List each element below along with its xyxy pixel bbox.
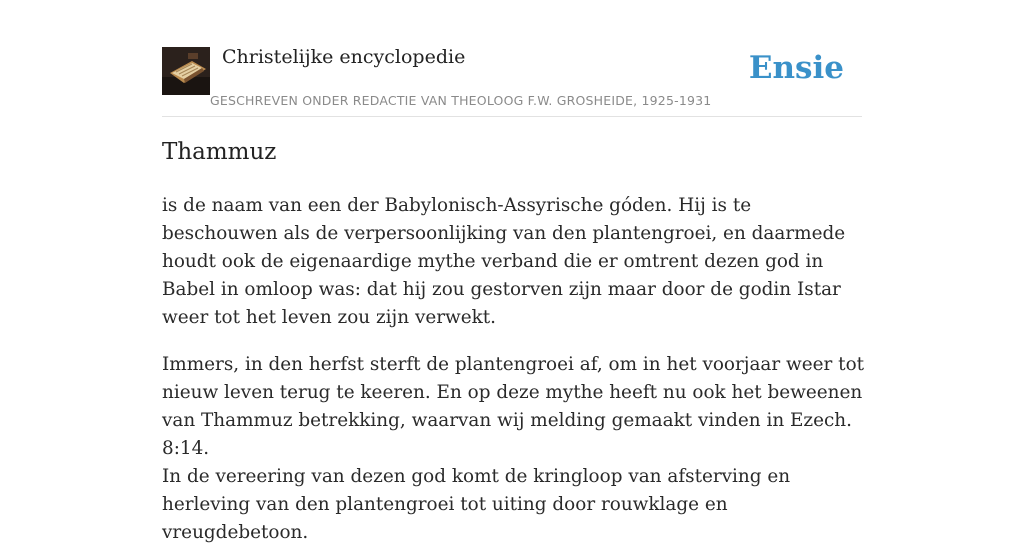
site-subtitle: GESCHREVEN ONDER REDACTIE VAN THEOLOOG F.W. GROSHEIDE, 1925-1931 [210,93,712,108]
encyclopedia-avatar[interactable] [162,47,210,95]
article-paragraph: Immers, in den herfst sterft de plantengroei af, om in het voorjaar weer tot nieuw leven terug te keeren. En op deze mythe heeft nu ook het beweenen van Thammuz betrekking, waarvan wij melding gemaakt vinden in Ezech. 8:14. [162,354,865,459]
ensie-logo-link[interactable]: Ensie [748,50,844,86]
article-paragraph: is de naam van een der Babylonisch-Assyrische góden. Hij is te beschouwen als de verpersoonlijking van den plantengroei, en daarmede houdt ook de eigenaardige mythe verband die er omtrent dezen god in Babel in omloop was: dat hij zou gestorven zijn maar door de godin Istar weer tot het leven zou zijn verwekt. [162,195,846,328]
article-paragraph: In de vereering van dezen god komt de kringloop van afsterving en herleving van den plantengroei tot uiting door rouwklage en vreugdebetoon. [162,466,791,543]
book-image-icon [162,47,210,95]
site-title[interactable]: Christelijke encyclopedie [222,46,466,68]
site-header [162,44,862,117]
article-title: Thammuz [162,139,277,165]
